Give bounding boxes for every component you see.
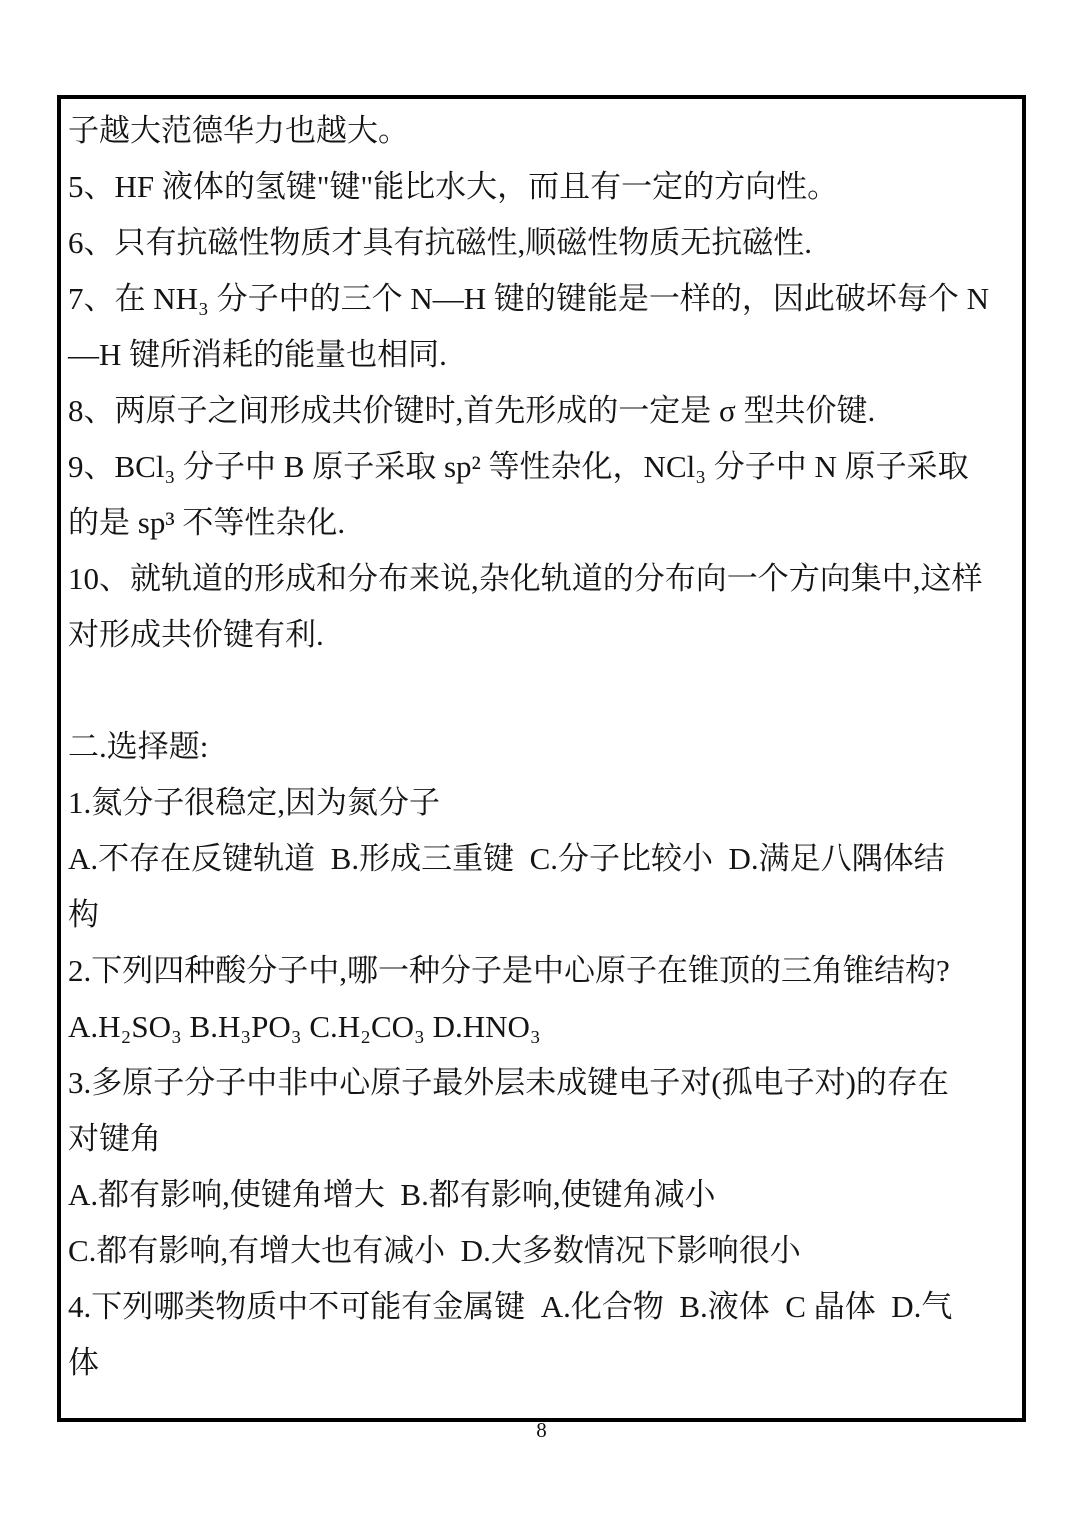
text-line: A.H₂SO₃ B.H₃PO₃ C.H₂CO₃ D.HNO₃	[68, 1009, 541, 1044]
text-line: A.不存在反键轨道 B.形成三重键 C.分子比较小 D.满足八隅体结	[68, 841, 945, 876]
text-line: 2.下列四种酸分子中,哪一种分子是中心原子在锥顶的三角锥结构?	[68, 953, 950, 988]
text-line: 4.下列哪类物质中不可能有金属键 A.化合物 B.液体 C 晶体 D.气	[68, 1289, 953, 1324]
text-line: 6、只有抗磁性物质才具有抗磁性,顺磁性物质无抗磁性.	[68, 225, 812, 260]
text-line: 8、两原子之间形成共价键时,首先形成的一定是 σ 型共价键.	[68, 393, 876, 428]
text-line: 1.氮分子很稳定,因为氮分子	[68, 785, 440, 820]
text-line: 对形成共价键有利.	[68, 617, 324, 652]
text-line: 的是 sp³ 不等性杂化.	[68, 505, 346, 540]
text-line: C.都有影响,有增大也有减小 D.大多数情况下影响很小	[68, 1233, 801, 1268]
exam-sheet-frame	[57, 95, 1026, 1422]
text-line: A.都有影响,使键角增大 B.都有影响,使键角减小	[68, 1177, 716, 1212]
text-line: 子越大范德华力也越大。	[68, 113, 409, 148]
text-line: 体	[68, 1345, 99, 1380]
text-line: 3.多原子分子中非中心原子最外层未成键电子对(孤电子对)的存在	[68, 1065, 949, 1100]
text-line: —H 键所消耗的能量也相同.	[68, 337, 447, 372]
text-line: 7、在 NH₃ 分子中的三个 N—H 键的键能是一样的，因此破坏每个 N	[68, 281, 989, 316]
text-line: 5、HF 液体的氢键"键"能比水大，而且有一定的方向性。	[68, 169, 839, 204]
text-line: 10、就轨道的形成和分布来说,杂化轨道的分布向一个方向集中,这样	[68, 561, 983, 596]
section-heading: 二.选择题:	[68, 729, 209, 764]
page-number: 8	[536, 1418, 547, 1442]
text-line: 9、BCl₃ 分子中 B 原子采取 sp² 等性杂化，NCl₃ 分子中 N 原子采取	[68, 449, 969, 484]
blank-line	[68, 663, 1014, 719]
text-line: 构	[68, 897, 99, 932]
text-line: 对键角	[68, 1121, 161, 1156]
